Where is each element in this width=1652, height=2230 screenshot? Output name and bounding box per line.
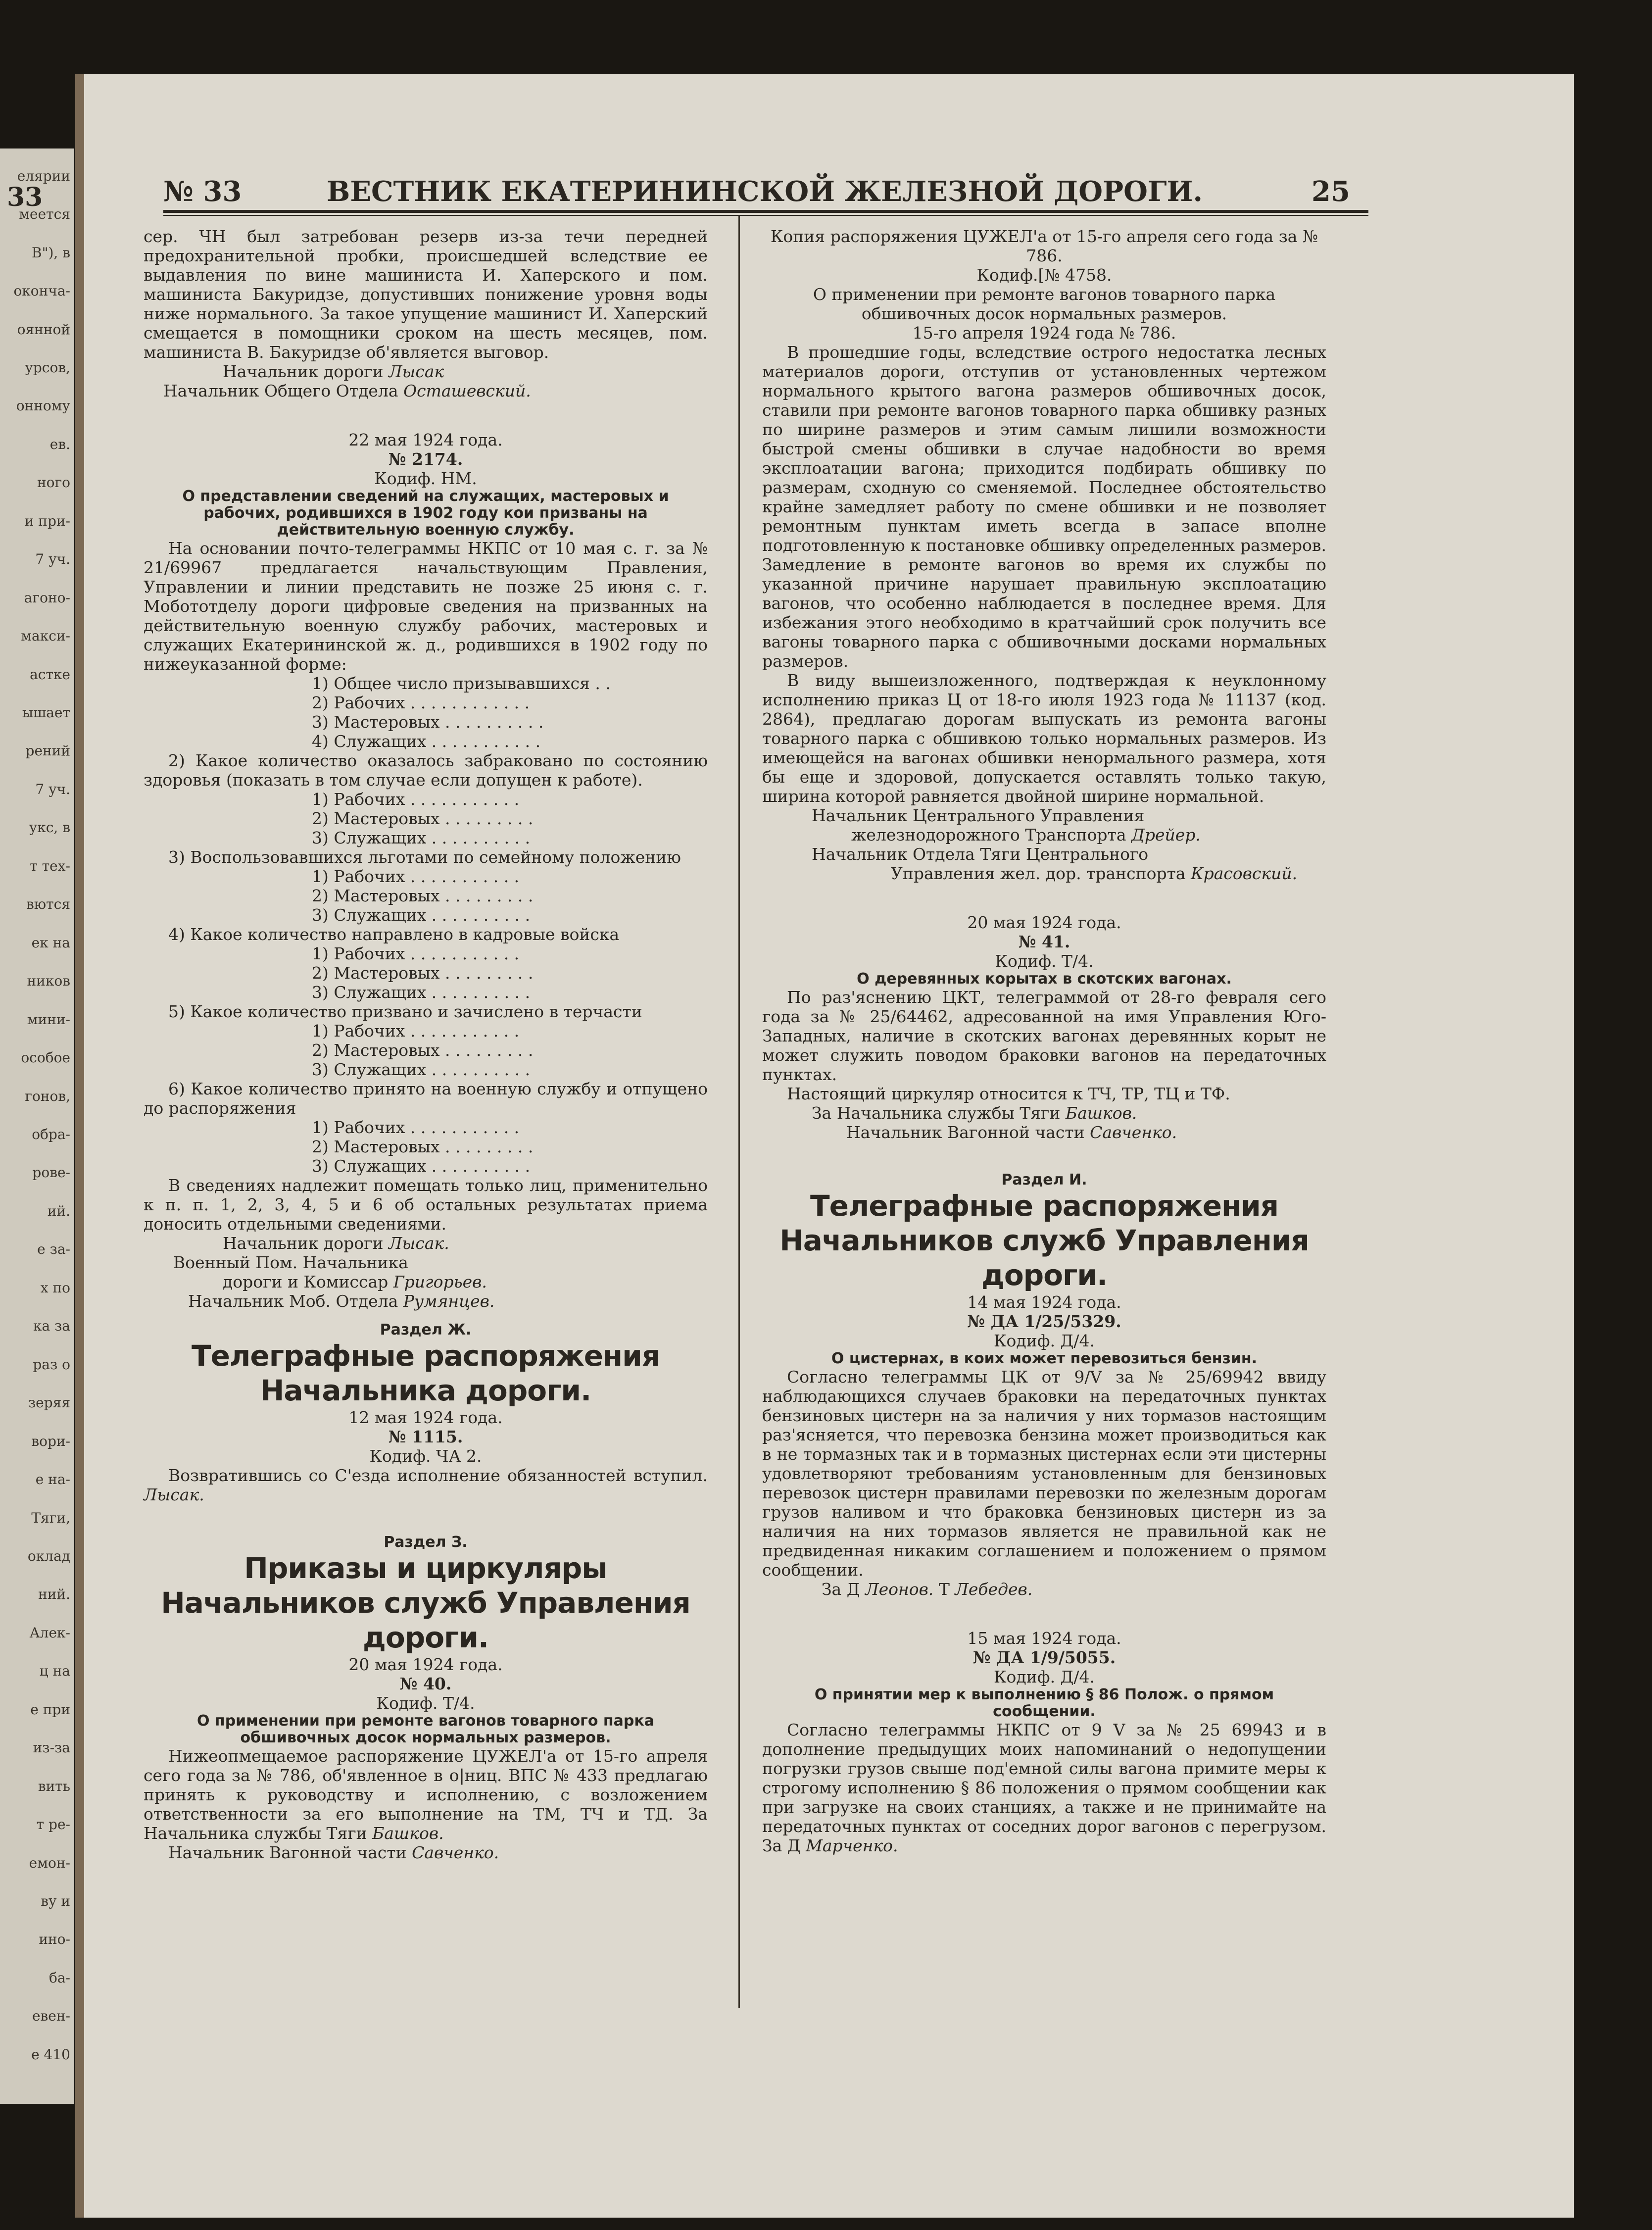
form-question: 2) Какое количество оказалось забраковано по состоянию здоровья (показать в том случае если допущен к работе). [144,751,708,790]
form-list [144,790,708,847]
prev-page-fragment: вются [26,896,70,912]
prev-page-fragment: ино- [39,1931,70,1947]
list-item: 2) Мастеровых . . . . . . . . . [312,1137,534,1156]
prev-page-fragment: из-за [33,1739,70,1756]
signature: Начальник Общего Отдела Осташевский. [163,381,531,400]
prev-page-fragment: урсов, [25,359,70,376]
prev-page-fragment: ий. [47,1203,70,1219]
prev-page-fragment: особое [21,1049,70,1066]
list-item: 4) Служащих . . . . . . . . . . . [312,732,541,751]
prev-page-fragment: обра- [32,1126,70,1142]
list-item: 3) Служащих . . . . . . . . . . [312,1060,531,1079]
prev-page-fragment: х по [40,1280,70,1296]
signature: За Начальника службы Тяги Башков. [812,1103,1137,1123]
section-label: Раздел З. [384,1534,468,1551]
prev-page-fragment: елярии [17,168,70,184]
prev-page-fragment: е при [30,1701,70,1718]
signature: Начальник дороги Лысак [223,362,444,381]
order-body: В прошедшие годы, вследствие острого недостатка лесных материалов дороги, отступив от установленных чертежом нормального крытого вагона размеров обшивочных досок, ставили при ремонте вагонов товарного парка обшивку разных по ширине размеров и этим самым лишили возможности быстрой смены обшивки в случае надобности во время эксплоатации вагона; приходится подбирать обшивку по размерам, сходную со сменяемой. Последнее обстоятельство крайне замедляет работу по смене обшивки и не позволяет ремонтным пунктам иметь всегда в запасе вполне подготовленную к постановке обшивку определенных размеров. Замедление в ремонте вагонов во время их службы по указанной причине нарушает правильную эксплоатацию вагонов, что особенно наблюдается в последнее время. Для избежания этого необходимо в кратчайший срок получить все вагоны товарного парка с обшивочными досками нормальных размеров. [762,343,1326,671]
issue-number: № 33 [163,175,242,208]
header-rule-thin [163,215,1368,216]
prev-page-fragment: Алек- [29,1625,70,1641]
prev-page-fragment: мини- [27,1011,70,1028]
prev-page-fragment: е за- [37,1241,70,1257]
prev-page-fragment: ву и [41,1893,70,1909]
prev-page-fragment: ников [27,973,70,989]
prev-page-fragment: зеряя [28,1394,70,1411]
form-list [144,674,708,751]
order-date: 14 мая 1924 года. [967,1292,1121,1312]
form-list [144,944,708,1002]
prev-page-fragment: ба- [49,1970,70,1986]
signature: Начальник Вагонной части Савченко. [168,1843,499,1862]
section-heading: Телеграфные распоряжения Начальника дороги. [192,1339,660,1407]
order-body: Возвратившись со С'езда исполнение обязанностей вступил. Лысак. [144,1466,708,1504]
list-item: 2) Мастеровых . . . . . . . . . [312,963,534,983]
order-title: О принятии мер к выполнению § 86 Полож. о прямом сообщении. [814,1686,1274,1720]
order-date: 20 мая 1924 года. [967,913,1121,932]
prev-page-fragment: т ре- [36,1816,70,1833]
order-title: О применении при ремонте вагонов товарного парка обшивочных досок нормальных размеров. [813,285,1276,323]
section-label: Раздел И. [1001,1171,1087,1189]
order-body: Согласно телеграммы ЦК от 9/V за № 25/69942 ввиду наблюдающихся случаев браковки на передаточных пунктах бензиновых цистерн на за наличия у них тормазов настоящим раз'ясняется, что перевозка бензина может производиться как в не тормазных так и в тормазных цистернах если эти цистерны удовлетворяют требованиям установленным для бензиновых перевозок цистерн правилами перевозки по железным дорогам грузов наливом и что браковка бензиновых цистерн из за наличия на них тормазов является не правильной как не предвиденная никаким соглашением и положением о прямом сообщении. [762,1367,1326,1580]
order-number: № 2174. [388,449,463,469]
prev-page-fragment: оконча- [13,283,70,299]
prev-page-fragment: ев. [49,436,70,452]
order-codif: Кодиф. ЧА 2. [369,1446,482,1466]
prev-page-fragment: е 410 [31,2046,70,2063]
prev-page-fragment: ышает [22,704,70,721]
order-body: По раз'яснению ЦКТ, телеграммой от 28-го февраля сего года за № 25/64462, адресованной на имя Управления Юго-Западных, наличие в скотских вагонах деревянных корыт не может служить поводом браковки вагонов на передаточных пунктах. [762,988,1326,1084]
order-date: 12 мая 1924 года. [348,1408,503,1427]
intro-paragraph: сер. ЧН был затребован резерв из-за течи передней предохранительной пробки, происшедшей вследствие ее выдавления по вине машиниста И. Хаперского и пом. машиниста Бакуридзе, допустивших понижение уровня воды ниже нормального. За такое упущение машинист И. Хаперский смещается в помощники сроком на шесть месяцев, пом. машиниста В. Бакуридзе об'является выговор. [144,227,708,362]
prev-page-fragment: ного [37,474,70,491]
prev-page-fragment: онному [16,397,70,414]
previous-page-edge [0,149,74,2104]
form-list [144,1118,708,1176]
list-item: 1) Рабочих . . . . . . . . . . . [312,1021,520,1041]
order-codif: Кодиф. Д/4. [994,1331,1095,1350]
order-title: О деревянных корытах в скотских вагонах. [857,970,1232,988]
prev-page-fragment: оянной [17,321,70,338]
order-note: Настоящий циркуляр относится к ТЧ, ТР, ТЦ и ТФ. [787,1084,1230,1103]
order-codif: Кодиф. Т/4. [995,951,1094,971]
order-codif: Кодиф. Д/4. [994,1667,1095,1686]
list-item: 2) Мастеровых . . . . . . . . . [312,886,534,905]
order-number: № 1115. [388,1427,463,1446]
prev-page-fragment: т тех- [30,858,70,874]
order-date: 15 мая 1924 года. [967,1629,1121,1648]
prev-page-fragment: е на- [35,1471,70,1487]
prev-page-fragment: макси- [21,628,70,644]
order-body: Согласно телеграммы НКПС от 9 V за № 25 69943 и в дополнение предыдущих моих напоминаний о недопущении погрузки грузов свыше под'емной силы вагона примите меры к строгому исполнению § 86 положения о прямом сообщении как при загрузке на своих станциях, а также и не принимайте на передаточных пунктах от соседних дорог вагонов с перегрузом. За Д Марченко. [762,1720,1326,1855]
form-question: 6) Какое количество принято на военную службу и отпущено до распоряжения [144,1079,708,1118]
list-item: 3) Служащих . . . . . . . . . . [312,983,531,1002]
form-question: 5) Какое количество призвано и зачислено в терчасти [168,1002,642,1021]
prev-page-fragment: вить [38,1778,70,1794]
prev-page-fragment: Тяги, [31,1510,70,1526]
form-list [144,1021,708,1079]
signature: Начальник Моб. Отдела Румянцев. [188,1291,495,1311]
prev-page-fragment: агоно- [24,590,70,606]
order-date: 20 мая 1924 года. [348,1655,503,1674]
section-heading: Телеграфные распоряжения Начальников служб Управления дороги. [779,1189,1309,1292]
prev-page-fragment: ек на [31,935,70,951]
signature: Начальник Отдела Тяги Центрального [812,844,1149,864]
order-date: 22 мая 1924 года. [348,430,503,449]
form-question: 4) Какое количество направлено в кадровые войска [168,925,620,944]
list-item: 2) Рабочих . . . . . . . . . . . . [312,693,530,712]
prev-page-fragment: и при- [24,513,70,529]
prev-page-fragment: оклад [27,1548,70,1564]
list-item: 1) Рабочих . . . . . . . . . . . [312,867,520,886]
prev-page-fragment: гонов, [25,1088,70,1104]
list-item: 1) Рабочих . . . . . . . . . . . [312,790,520,809]
order-title: О представлении сведений на служащих, мастеровых и рабочих, родившихся в 1902 году кои призваны на действительную военную службу. [182,488,669,539]
order-note: В сведениях надлежит помещать только лиц, применительно к п. п. 1, 2, 3, 4, 5 и 6 об остальных результатах приема доносить отдельными сведениями. [144,1176,708,1234]
list-item: 3) Служащих . . . . . . . . . . [312,905,531,925]
header-rule [163,210,1368,213]
prev-page-fragment: астке [30,666,70,683]
section-label: Раздел Ж. [380,1321,472,1338]
list-item: 1) Общее число призывавшихся . . [312,674,611,693]
order-title: О цистернах, в коих может перевозиться бензин. [831,1350,1258,1367]
order-date: 15-го апреля 1924 года № 786. [912,323,1176,343]
order-codif: Кодиф. НМ. [374,469,477,488]
prev-page-fragment: вори- [31,1433,70,1449]
left-page-number: 33 [7,182,43,212]
prev-page-fragment: емон- [29,1855,70,1871]
form-list [144,867,708,925]
page-number: 25 [1312,175,1350,208]
prev-page-fragment: евен- [32,2008,70,2024]
list-item: 1) Рабочих . . . . . . . . . . . [312,1118,520,1137]
order-body: Нижеопмещаемое распоряжение ЦУЖЕЛ'а от 15-го апреля сего года за № 786, об'явленное в о|ниц. ВПС № 433 предлагаю принять к руководству и исполнению, с возложением ответственности за его выполнение на ТМ, ТЧ и ТД. За Начальника службы Тяги Башков. [144,1746,708,1843]
prev-page-fragment: рений [25,743,70,759]
form-question: 3) Воспользовавшихся льготами по семейному положению [168,847,681,867]
signature: Управления жел. дор. транспорта Красовский. [891,864,1298,883]
signature: Начальник Центрального Управления [812,806,1145,825]
order-codif: Кодиф.[№ 4758. [976,265,1112,285]
prev-page-fragment: ц на [39,1663,70,1679]
order-number: № 40. [399,1674,452,1693]
list-item: 3) Мастеровых . . . . . . . . . . [312,712,544,732]
left-column [144,227,708,1862]
signature: Начальник дороги Лысак. [223,1234,449,1253]
prev-page-fragment: меется [19,206,70,222]
order-number: № ДА 1/25/5329. [967,1312,1121,1331]
prev-page-fragment: ка за [33,1318,70,1334]
signature: дороги и Комиссар Григорьев. [223,1272,487,1291]
section-heading: Приказы и циркуляры Начальников служб Управления дороги. [161,1551,690,1654]
prev-page-fragment: 7 уч. [35,551,70,567]
signature: Военный Пом. Начальника [173,1253,408,1272]
signature: За Д Леонов. Т Лебедев. [822,1580,1033,1599]
list-item: 3) Служащих . . . . . . . . . . [312,1156,531,1176]
list-item: 2) Мастеровых . . . . . . . . . [312,1041,534,1060]
prev-page-fragment: ний. [38,1586,70,1602]
prev-page-fragment: В"), в [32,245,70,261]
column-divider [738,216,740,2008]
order-title: О применении при ремонте вагонов товарного парка обшивочных досок нормальных размеров. [197,1712,654,1746]
list-item: 2) Мастеровых . . . . . . . . . [312,809,534,828]
publication-title: ВЕСТНИК ЕКАТЕРИНИНСКОЙ ЖЕЛЕЗНОЙ ДОРОГИ. [327,175,1203,208]
prev-page-fragment: 7 уч. [35,781,70,797]
order-number: № ДА 1/9/5055. [972,1648,1116,1667]
signature: железнодорожного Транспорта Дрейер. [851,825,1201,844]
prev-page-fragment: укс, в [29,819,70,836]
order-body: На основании почто-телеграммы НКПС от 10 мая с. г. за № 21/69967 предлагается начальствующим Правления, Управлении и линии представить не позже 25 июня с. г. Мобототделу дороги цифровые сведения на призванных на действительную военную службу рабочих, мастеровых и служащих Екатерининской ж. д., родившихся в 1902 году по нижеуказанной форме: [144,539,708,674]
order-codif: Кодиф. Т/4. [376,1693,475,1713]
list-item: 3) Служащих . . . . . . . . . . [312,828,531,847]
signature: Начальник Вагонной части Савченко. [846,1123,1177,1142]
order-number: № 41. [1018,932,1070,951]
copy-title: Копия распоряжения ЦУЖЕЛ'а от 15-го апреля сего года за № 786. [770,227,1318,265]
prev-page-fragment: рове- [32,1164,70,1181]
order-body: В виду вышеизложенного, подтверждая к неуклонному исполнению приказ Ц от 18-го июля 1923 года № 11137 (код. 2864), предлагаю дорогам выпускать из ремонта вагоны товарного парка с обшивкою только нормальных размеров. Из имеющейся на вагонах обшивки ненормального размера, хотя бы еще и здоровой, допускается оставлять только такую, ширина которой равняется двойной ширине нормальной. [762,671,1326,806]
right-column [762,227,1326,1855]
list-item: 1) Рабочих . . . . . . . . . . . [312,944,520,963]
prev-page-fragment: раз о [33,1356,70,1373]
